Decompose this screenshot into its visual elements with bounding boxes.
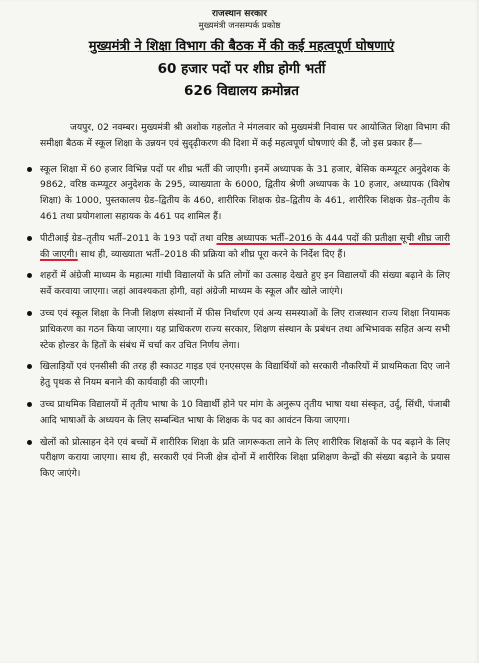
announcement-item: खेलों को प्रोत्साहन देने एवं बच्चों में शारीरिक शिक्षा के प्रति जागरूकता लाने के लिए शारीरिक शिक्षकों के पद बढ़ाने के लिए परीक्षण कराया जाएगा। साथ ही, सरकारी एवं निजी क्षेत्र दोनों में शारीरिक शिक्षा प्रशिक्षण केन्द्रों की संख्या बढ़ाने के प्रयास किए जाएंगे।: [40, 435, 450, 482]
headline-sub-2: 626 विद्यालय क्रमोन्नत: [184, 83, 299, 99]
headline-main: मुख्यमंत्री ने शिक्षा विभाग की बैठक में की कई महत्वपूर्ण घोषणाएं: [88, 39, 395, 54]
press-release-body: [40, 120, 450, 488]
highlighted-text: वरिष्ठ अध्यापक भर्ती–2016 के 444 पदों की प्रतीक्षा सूची शीघ्र जारी की जाएगी।: [40, 232, 450, 260]
announcement-item: शहरों में अंग्रेजी माध्यम के महात्मा गांधी विद्यालयों के प्रति लोगों का उत्साह देखते हुए इन विद्यालयों की संख्या बढ़ाने के लिए सर्वे करवाया जाएगा। जहां आवश्यकता होगी, वहां अंग्रेजी माध्यम के स्कूल और खोले जाएंगे।: [40, 268, 450, 300]
item-text: पीटीआई ग्रेड–तृतीय भर्ती–2011 के 193 पदों तथा: [40, 232, 217, 244]
letterhead: [0, 8, 479, 32]
government-name: राजस्थान सरकार: [212, 9, 267, 19]
announcement-item: उच्च एवं स्कूल शिक्षा के निजी शिक्षण संस्थानों में फीस निर्धारण एवं अन्य समस्याओं के लिए राजस्थान राज्य शिक्षा नियामक प्राधिकरण का गठन किया जाएगा। यह प्राधिकरण राज्य सरकार, शिक्षण संस्थान के प्रबंधन तथा अभिभावक सहित अन्य सभी स्टेक होल्डर के हितों के संबंध में चर्चा कर उचित निर्णय लेगा।: [40, 306, 450, 353]
office-name: मुख्यमंत्री जनसम्पर्क प्रकोष्ठ: [198, 21, 281, 31]
headline-sub-1: 60 हजार पदों पर शीघ्र होगी भर्ती: [157, 61, 326, 77]
intro-paragraph: जयपुर, 02 नवम्बर। मुख्यमंत्री श्री अशोक गहलोत ने मंगलवार को मुख्यमंत्री निवास पर आयोजित शिक्षा विभाग की समीक्षा बैठक में स्कूल शिक्षा के उन्नयन एवं सुदृढ़ीकरण की दिशा में कई महत्वपूर्ण घोषणाएं की हैं, जो इस प्रकार हैं—: [40, 122, 450, 149]
announcement-item: खिलाड़ियों एवं एनसीसी की तरह ही स्काउट गाइड एवं एनएसएस के विद्यार्थियों को सरकारी नौकरियों में प्राथमिकता दिए जाने हेतु पृथक से नियम बनाने की कार्यवाही की जाएगी।: [40, 359, 450, 391]
announcement-item: स्कूल शिक्षा में 60 हजार विभिन्न पदों पर शीघ्र भर्ती की जाएगी। इनमें अध्यापक के 31 हजार, बेसिक कम्प्यूटर अनुदेशक के 9862, वरिष्ठ कम्प्यूटर अनुदेशक के 295, व्याख्याता के 6000, द्वितीय श्रेणी अध्यापक के 10 हजार, अध्यापक (विशेष शिक्षा) के 1000, पुस्तकालय ग्रेड–द्वितीय के 460, शारीरिक शिक्षक ग्रेड–द्वितीय के 461, शारीरिक शिक्षक ग्रेड–तृतीय के 461 तथा प्रयोगशाला सहायक के 461 पद शामिल हैं।: [40, 162, 450, 225]
item-text: साथ ही, व्याख्याता भर्ती–2018 की प्रक्रिया को शीघ्र पूरा करने के निर्देश दिए हैं।: [77, 248, 346, 260]
announcement-item: [40, 231, 450, 263]
announcement-item: उच्च प्राथमिक विद्यालयों में तृतीय भाषा के 10 विद्यार्थी होने पर मांग के अनुरूप तृतीय भाषा यथा संस्कृत, उर्दू, सिंधी, पंजाबी आदि भाषाओं के अध्ययन के लिए सम्बन्धित भाषा के शिक्षक के पद का आवंटन किया जाएगा।: [40, 397, 450, 429]
